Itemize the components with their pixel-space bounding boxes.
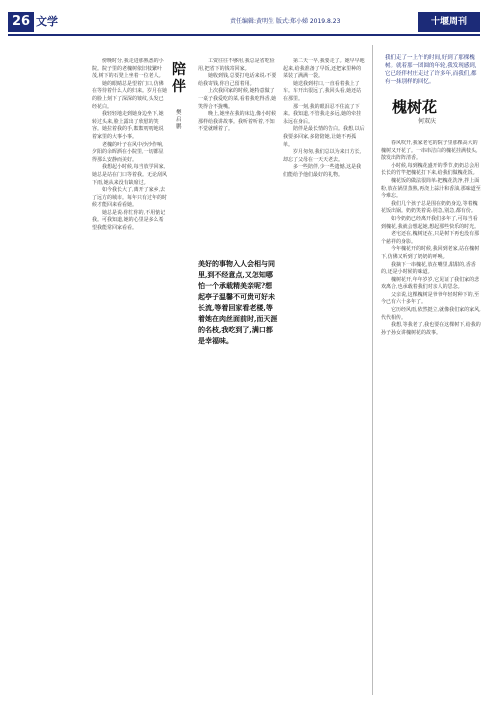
newspaper-brand: 十堰周刊 [418, 12, 480, 32]
section-title: 文学 [36, 15, 58, 28]
paragraph: 小时候,每到槐花盛开的季节,奶奶总会用长长的竹竿把槐花打下来,给我们做槐花饭。 [381, 162, 480, 177]
paragraph: 晚上,她坐在我的床边,像小时候那样给我讲故事。我听着听着,不知不觉就睡着了。 [198, 111, 277, 133]
paragraph: 岁月匆匆,我们总以为来日方长,却忘了父母在一天天老去。 [283, 149, 362, 163]
paragraph: 如今我长大了,离开了家乡,去了远方的城市。每年只有过年的时候才能回来看看她。 [92, 187, 168, 209]
paragraph: 她总是说:你忙你的,不用惦记我。可我知道,她的心里是多么希望我能常回家看看。 [92, 209, 166, 232]
paragraph: 老宅还在,槐树还在,只是树下再也没有那个慈祥的身影。 [381, 231, 480, 245]
page-number: 26 [8, 12, 34, 32]
paragraph: 我想起小时候,每当放学回家,她总是站在门口等着我。无论刮风下雨,她从来没有缺席过。 [92, 164, 168, 186]
paragraph: 老槐的叶子在风中沙沙作响,夕阳的余晖洒在小院里,一切都显得那么安静而美好。 [92, 141, 164, 163]
article-column-2 [198, 58, 278, 698]
article-intro-right: 我们走了一上午的时间,好到了那棵槐树。就着那一团圆的年轮,我发现感到,它已经伴村庄走过了许多年,而我们,都有一抹别样的回忆。 [385, 55, 477, 85]
editor-meta: 责任编辑:黄明生 版式:郑小娣 2019.8.23 [230, 18, 341, 25]
paragraph: 她的眼睛总是望着门口,仿佛在等待着什么人的归来。岁月在她的脸上刻下了深深的皱纹,头发已经花白。 [92, 80, 168, 110]
page-header [0, 0, 489, 40]
article-title-right: 槐树花 [392, 98, 438, 116]
paragraph: 陪伴是最长情的告白。我想,以后我要多回家,多陪陪她,让她不再孤单。 [283, 126, 365, 148]
byline-right: 何双庆 [418, 118, 437, 125]
article-title-left: 陪伴 [172, 62, 186, 95]
header-rule [8, 34, 480, 36]
paragraph: 如今奶奶已经离开我们多年了,可每当看到槐花,我就会想起她,想起那些快乐的时光。 [381, 215, 480, 230]
paragraph: 今年槐花开的时候,我回到老家,站在槐树下,仿佛又听到了奶奶的呼唤。 [381, 246, 480, 260]
paragraph: 槐花饭的做法很简单:把槐花洗净,拌上面粉,放在锅里蒸熟,再浇上蒜汁和香油,那味道至今难忘。 [381, 177, 481, 200]
paragraph: 槐树花开,年年岁岁,它见证了我们家的悲欢离合,也承载着我们对亲人的思念。 [381, 276, 480, 291]
paragraph: 我想,等我老了,我也要在这棵树下,给我的孙子孙女讲槐树花的故事。 [381, 322, 481, 336]
paragraph: 它历经风雨,依然挺立,就像我们家的家风,代代相传。 [381, 307, 481, 321]
paragraph: 多一些陪伴,少一些遗憾,这是我们能给予他们最好的礼物。 [283, 164, 362, 178]
paragraph: 她送我到村口,一直看着我上了车。车开出很远了,我回头看,她还站在那里。 [283, 80, 362, 102]
paragraph: 我们几个孩子总是围在奶奶身边,等着槐花饭出锅。奶奶笑着说:别急,别急,都有份。 [381, 200, 478, 215]
paragraph: 春风吹开,我家老宅的院子里那棵高大的槐树又开花了。一串串洁白的槐花挂满枝头,散发出阵阵清香。 [381, 140, 478, 162]
paragraph: 她收到钱,总要打电话来说:不要给我寄钱,你自己留着用。 [198, 73, 277, 87]
paragraph: 傍晚时分,我走进那熟悉的小院。院子里的老槐树依旧枝繁叶茂,树下的石凳上坐着一位老人。 [92, 58, 164, 80]
article-column-4 [381, 140, 481, 698]
paragraph: 我摘下一串槐花,放在嘴里,甜甜的,香香的,还是小时候的味道。 [381, 261, 476, 276]
article-column-1 [92, 58, 168, 698]
paragraph: 父亲说,这棵槐树是爷爷年轻时种下的,至今已有六十多年了。 [381, 291, 480, 306]
paragraph: 工资往往不够用,我总是省吃俭用,把省下的钱寄回家。 [198, 58, 275, 72]
pull-quote: 美好的事物入人会相与同里,到不经意点,又怎知哪怕一个承载精美亲呢?想起亭子温馨不可贵可好未长流,等着回家看老楼,等着她在肉丝面前时,而天涯的名枝,我吃到了,满口都是幸福味。 [198, 259, 278, 345]
article-column-3 [283, 58, 365, 698]
column-divider [372, 45, 373, 695]
paragraph: 第二天一早,我要走了。她早早地起来,给我准备了早饭,还把家里种的菜装了满满一袋。 [283, 58, 365, 80]
paragraph: 我轻轻地走到她身边坐下,她转过头来,脸上露出了欣慰的笑容。她拉着我的手,絮絮叨叨地说着家里的大事小事。 [92, 111, 164, 140]
byline-left: 樊启鹏 [176, 110, 182, 130]
paragraph: 上次我回家的时候,她特意做了一桌子我爱吃的菜,看着我吃得香,她笑得合不拢嘴。 [198, 88, 277, 110]
paragraph: 那一刻,我的眼泪忍不住流了下来。我知道,不管我走多远,她的牵挂永远在身后。 [283, 103, 362, 125]
